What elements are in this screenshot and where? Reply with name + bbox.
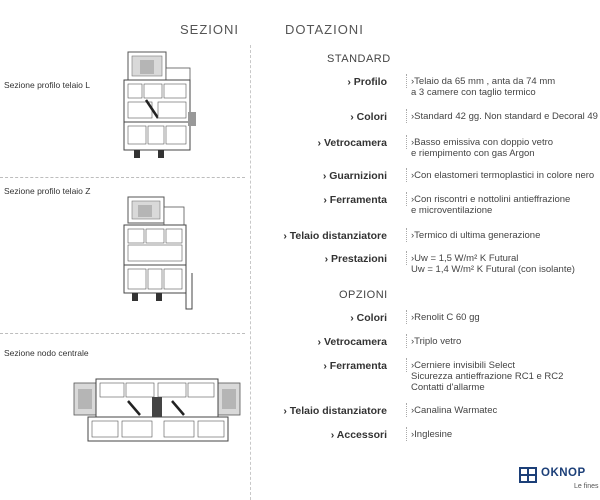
nodo-centrale-drawing <box>68 375 248 447</box>
profile-z-drawing <box>118 193 198 315</box>
spec-label: › Colori <box>350 312 387 324</box>
spec-label: › Accessori <box>330 429 387 441</box>
spec-value: ›Con riscontri e nottolini antieffrazione e microventilazione <box>411 194 571 216</box>
window-logo-icon <box>519 467 537 483</box>
brand-name: OKNOP <box>541 467 586 479</box>
spec-label: › Telaio distanziatore <box>283 405 387 417</box>
spec-value: ›Telaio da 65 mm , anta da 74 mm a 3 camere con taglio termico <box>411 76 556 98</box>
section-label-nodo-centrale: Sezione nodo centrale <box>4 348 89 358</box>
spec-divider <box>406 358 407 372</box>
section-divider <box>0 177 245 178</box>
spec-divider <box>406 334 407 348</box>
spec-label: › Vetrocamera <box>317 336 387 348</box>
spec-value: ›Renolit C 60 gg <box>411 312 480 323</box>
spec-divider <box>406 74 407 88</box>
spec-label: › Profilo <box>347 76 387 88</box>
column-divider <box>250 45 251 500</box>
brand-tagline: Le fines <box>574 483 599 490</box>
brand-logo <box>519 466 600 496</box>
spec-divider <box>406 135 407 149</box>
spec-value: ›Inglesine <box>411 429 453 440</box>
standard-heading: STANDARD <box>327 53 391 65</box>
spec-value: ›Uw = 1,5 W/m² K Futural Uw = 1,4 W/m² K Futural (con isolante) <box>411 253 575 275</box>
spec-label: › Vetrocamera <box>317 137 387 149</box>
spec-divider <box>406 403 407 417</box>
spec-divider <box>406 427 407 441</box>
spec-value: ›Canalina Warmatec <box>411 405 498 416</box>
section-label-telaio-l: Sezione profilo telaio L <box>4 80 91 90</box>
spec-value: ›Triplo vetro <box>411 336 462 347</box>
spec-label: › Telaio distanziatore <box>283 230 387 242</box>
dotazioni-heading: DOTAZIONI <box>285 22 364 37</box>
spec-value: ›Standard 42 gg. Non standard e Decoral 49 <box>411 111 598 122</box>
sezioni-heading: SEZIONI <box>180 22 240 37</box>
spec-label: › Prestazioni <box>324 253 387 265</box>
spec-divider <box>406 109 407 123</box>
spec-value: ›Cerniere invisibili Select Sicurezza antieffrazione RC1 e RC2 Contatti d'allarme <box>411 360 564 393</box>
spec-label: › Guarnizioni <box>322 170 387 182</box>
spec-divider <box>406 168 407 182</box>
profile-l-drawing <box>118 48 198 160</box>
section-label-telaio-z: Sezione profilo telaio Z <box>4 186 91 196</box>
section-divider <box>0 333 245 334</box>
spec-label: › Colori <box>350 111 387 123</box>
spec-divider <box>406 228 407 242</box>
spec-divider <box>406 310 407 324</box>
spec-divider <box>406 192 407 206</box>
spec-value: ›Con elastomeri termoplastici in colore nero <box>411 170 595 181</box>
spec-value: ›Termico di ultima generazione <box>411 230 541 241</box>
spec-divider <box>406 251 407 265</box>
opzioni-heading: OPZIONI <box>339 289 388 301</box>
spec-label: › Ferramenta <box>323 360 387 372</box>
spec-label: › Ferramenta <box>323 194 387 206</box>
spec-value: ›Basso emissiva con doppio vetro e riempimento con gas Argon <box>411 137 554 159</box>
